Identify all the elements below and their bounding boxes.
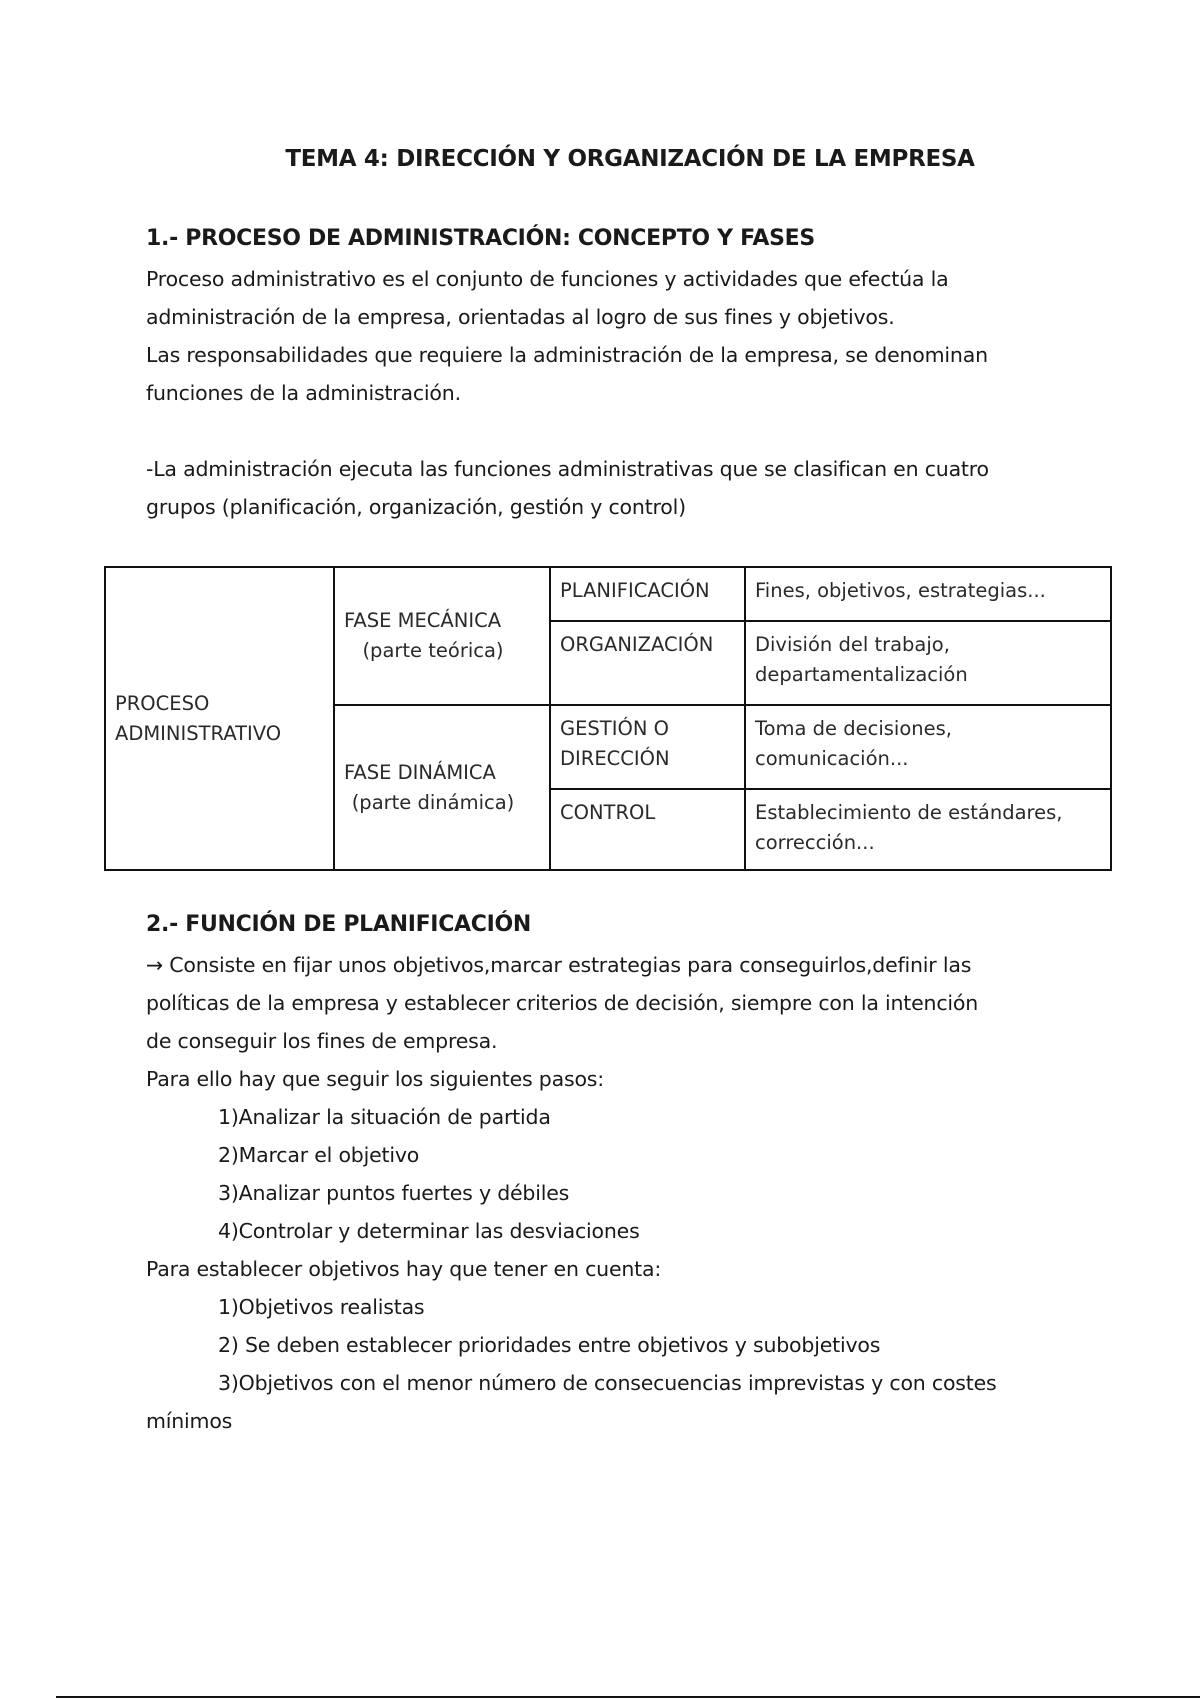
text-line: Para establecer objetivos hay que tener en cuenta: [146,1257,662,1281]
phase-label: FASE DINÁMICA [344,760,496,784]
text-line: de conseguir los fines de empresa. [146,1029,498,1053]
section-1-classification [146,450,1066,526]
function-cell: PLANIFICACIÓN [550,567,745,621]
text-line: mínimos [146,1409,233,1433]
text-line: Las responsabilidades que requiere la administración de la empresa, se denominan [146,343,988,367]
function-cell: CONTROL [550,789,745,870]
text-line: Proceso administrativo es el conjunto de funciones y actividades que efectúa la [146,267,949,291]
description-cell: Establecimiento de estándares, corrección... [745,789,1111,870]
text-line: grupos (planificación, organización, gestión y control) [146,495,686,519]
description-cell: Toma de decisiones, comunicación... [745,705,1111,789]
phase-sublabel: (parte dinámica) [351,790,515,814]
phase-dynamic-cell [334,705,550,870]
phase-sublabel: (parte teórica) [362,639,504,662]
text-line: políticas de la empresa y establecer criterios de decisión, siempre con la intención [146,991,979,1015]
administrative-process-table [104,566,1112,871]
list-item: 4)Controlar y determinar las desviaciones [218,1219,640,1243]
text-line: Para ello hay que seguir los siguientes pasos: [146,1067,604,1091]
process-root-cell: PROCESO ADMINISTRATIVO [105,567,334,870]
phase-label: FASE MECÁNICA [344,609,502,632]
list-item: 1)Objetivos realistas [218,1295,425,1319]
phase-mechanical-cell [334,567,550,705]
list-item: 1)Analizar la situación de partida [218,1105,551,1129]
description-cell: División del trabajo, departamentalización [745,621,1111,705]
text-line: administración de la empresa, orientadas al logro de sus fines y objetivos. [146,305,895,329]
list-item: 3)Objetivos con el menor número de consecuencias imprevistas y con costes [218,1371,997,1395]
section-2-heading: 2.- FUNCIÓN DE PLANIFICACIÓN [146,912,532,937]
list-item: 3)Analizar puntos fuertes y débiles [218,1181,570,1205]
section-2-body [146,946,1066,1440]
function-cell: GESTIÓN O DIRECCIÓN [550,705,745,789]
section-1-intro [146,260,1066,412]
text-line: funciones de la administración. [146,381,461,405]
page-bottom-rule [56,1696,1200,1698]
page-title: TEMA 4: DIRECCIÓN Y ORGANIZACIÓN DE LA EMPRESA [285,146,975,172]
function-cell: ORGANIZACIÓN [550,621,745,705]
text-line: → Consiste en fijar unos objetivos,marcar estrategias para conseguirlos,definir las [146,953,972,977]
list-item: 2) Se deben establecer prioridades entre objetivos y subobjetivos [218,1333,881,1357]
text-line: -La administración ejecuta las funciones administrativas que se clasifican en cuatro [146,457,989,481]
list-item: 2)Marcar el objetivo [218,1143,420,1167]
section-1-heading: 1.- PROCESO DE ADMINISTRACIÓN: CONCEPTO Y FASES [146,226,815,251]
description-cell: Fines, objetivos, estrategias... [745,567,1111,621]
